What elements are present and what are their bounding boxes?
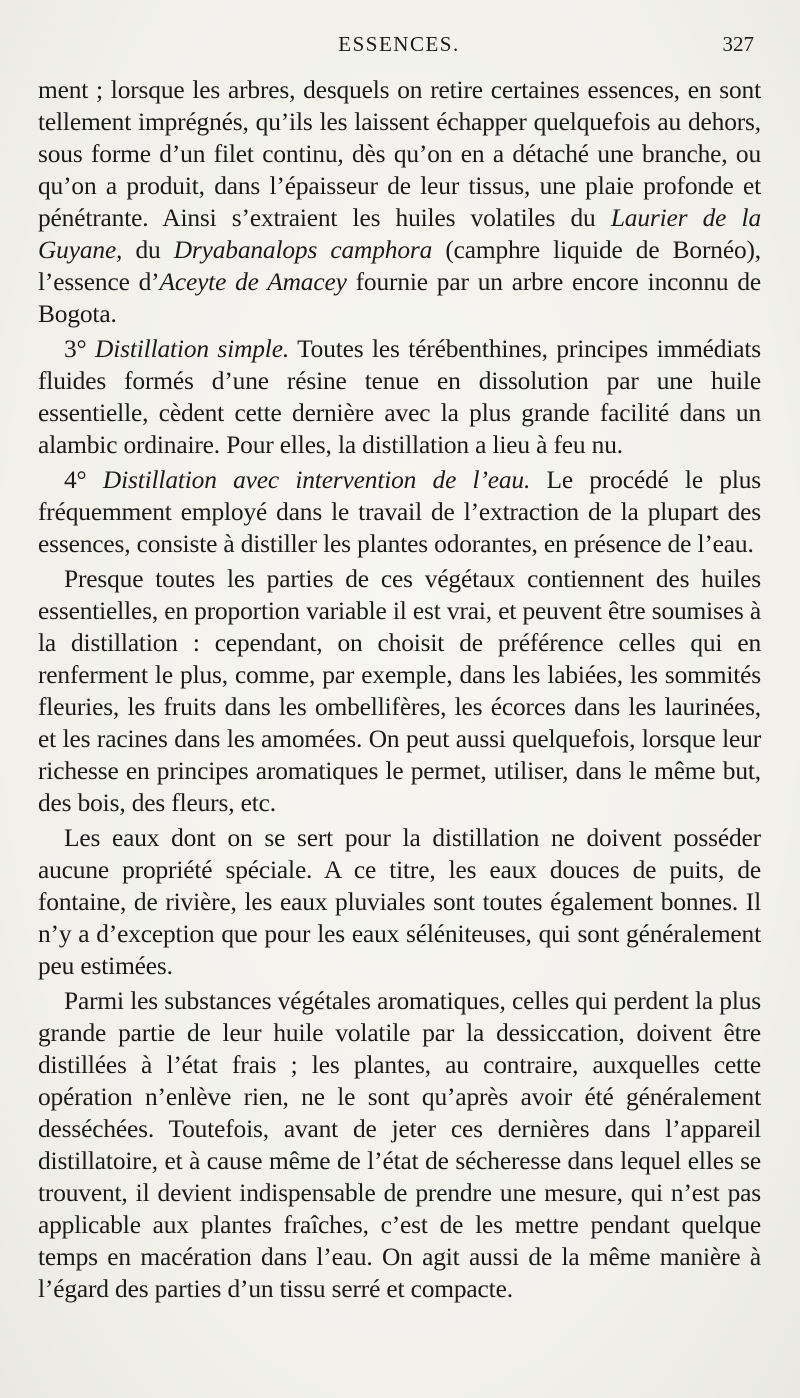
body-text (38, 74, 761, 1308)
text-run: 4° (64, 466, 103, 494)
page-number: 327 (722, 32, 754, 56)
text-run: Toutes les térébenthines, principes immédiats fluides formés d’une résine tenue en dissolution par une huile essentielle, cèdent cette dernière avec la plus grande facilité dans un alambic ordinaire. Pour elles, la distillation a lieu à feu nu. (38, 335, 761, 459)
text-run: Le procédé le plus fréquemment employé dans le travail de l’extraction de la plupart des essences, consiste à distiller les plantes odorantes, en présence de l’eau. (38, 466, 762, 558)
paragraph-p1 (38, 74, 761, 330)
text-run: du (122, 236, 174, 264)
paragraph-p5 (38, 822, 761, 982)
text-run: Les eaux dont on se sert pour la distillation ne doivent posséder aucune propriété spéciale. A ce titre, les eaux douces de puits, de fontaine, de rivière, les eaux pluviales sont toutes également bonnes. Il n’y a d’exception que pour les eaux séléniteuses, qui sont généralement peu estimées. (38, 824, 761, 980)
paragraph-p6 (38, 985, 761, 1305)
text-run: (camphre liquide de Bornéo), l’essence d’ (38, 236, 761, 296)
italic-text: Distillation simple. (95, 335, 290, 363)
text-run: 3° (64, 335, 96, 363)
italic-text: Dryabanalops camphora (173, 236, 433, 264)
text-run: Presque toutes les parties de ces végétaux contiennent des huiles essentielles, en proportion variable il est vrai, et peuvent être soumises à la distillation : cependant, on choisit de préférence celles qui en renferment le plus, comme, par exemple, dans les labiées, les sommités fleuries, les fruits dans les ombellifères, les écorces dans les laurinées, et les racines dans les amomées. On peut aussi quelquefois, lorsque leur richesse en principes aromatiques le permet, utiliser, dans le même but, des bois, des fleurs, etc. (38, 565, 761, 817)
page-header (38, 30, 760, 62)
running-head: ESSENCES. (338, 32, 460, 56)
italic-text: Laurier de la Guyane, (38, 204, 761, 264)
paragraph-p3 (38, 464, 761, 560)
paragraph-p4 (38, 563, 761, 819)
italic-text: Aceyte de Amacey (159, 268, 347, 296)
text-run: fournie par un arbre encore inconnu de Bogota. (38, 268, 762, 328)
text-run: Parmi les substances végétales aromatiques, celles qui perdent la plus grande partie de leur huile volatile par la dessiccation, doivent être distillées à l’état frais ; les plantes, au contraire, auxquelles cette opération n’enlève rien, ne le sont qu’après avoir été généralement desséchées. Toutefois, avant de jeter ces dernières dans l’appareil distillatoire, et à cause même de l’état de sécheresse dans lequel elles se trouvent, il devient indispensable de prendre une mesure, qui n’est pas applicable aux plantes fraîches, c’est de les mettre pendant quelque temps en macération dans l’eau. On agit aussi de la même manière à l’égard des parties d’un tissu serré et compacte. (38, 987, 761, 1303)
italic-text: Distillation avec intervention de l’eau. (102, 466, 531, 494)
paragraph-p2 (38, 333, 761, 461)
text-run: ment ; lorsque les arbres, desquels on retire certaines essences, en sont tellement imprégnés, qu’ils les laissent échapper quelquefois au dehors, sous forme d’un filet continu, dès qu’on en a détaché une branche, ou qu’on a produit, dans l’épaisseur de leur tissus, une plaie profonde et pénétrante. Ainsi s’extraient les huiles volatiles du (38, 76, 761, 232)
